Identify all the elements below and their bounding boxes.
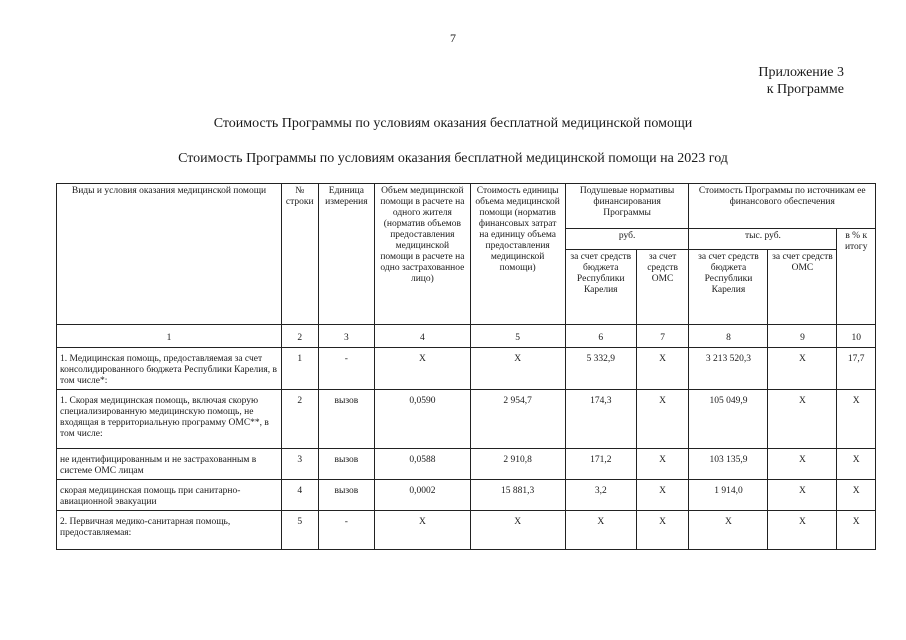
cell: X (689, 511, 768, 550)
row-label: 1. Медицинская помощь, предоставляемая за счет консолидированного бюджета Республики Карелия, в том числе*: (57, 348, 282, 390)
cell: 2 954,7 (470, 390, 565, 449)
cost-table (56, 183, 876, 550)
cell: X (636, 480, 689, 511)
cell: 2 (282, 390, 318, 449)
header-budget-rk: за счет средств бюджета Республики Карелия (565, 250, 636, 325)
appendix-line-2: к Программе (766, 82, 844, 97)
cell: X (636, 348, 689, 390)
table-row (57, 511, 876, 550)
cell: X (636, 511, 689, 550)
cell: - (318, 348, 375, 390)
cell: 3,2 (565, 480, 636, 511)
cell: 0,0590 (375, 390, 470, 449)
header-unit-cost: Стоимость единицы объема медицинской помощи (норматив финансовых затрат на единицу объема предоставления медицинской помощи) (470, 184, 565, 325)
cell: вызов (318, 449, 375, 480)
cell: 0,0588 (375, 449, 470, 480)
header-program-cost: Стоимость Программы по источникам ее финансового обеспечения (689, 184, 876, 229)
table-row (57, 390, 876, 449)
column-number: 8 (689, 325, 768, 348)
header-thous-rub: тыс. руб. (689, 229, 837, 250)
column-number: 5 (470, 325, 565, 348)
row-label: скорая медицинская помощь при санитарно-авиационной эвакуации (57, 480, 282, 511)
column-number: 2 (282, 325, 318, 348)
cell: X (768, 390, 837, 449)
header-oms: за счет средств ОМС (636, 250, 689, 325)
header-rub: руб. (565, 229, 689, 250)
cell: X (768, 511, 837, 550)
cell: 0,0002 (375, 480, 470, 511)
cell: X (636, 390, 689, 449)
column-number: 6 (565, 325, 636, 348)
cell: 5 332,9 (565, 348, 636, 390)
header-kinds: Виды и условия оказания медицинской помощи (57, 184, 282, 325)
cell: X (837, 449, 876, 480)
cell: X (565, 511, 636, 550)
header-row-1 (57, 184, 876, 229)
document-subtitle: Стоимость Программы по условиям оказания бесплатной медицинской помощи на 2023 год (178, 151, 728, 166)
column-number: 4 (375, 325, 470, 348)
cell: 3 (282, 449, 318, 480)
row-label: не идентифицированным и не застрахованным в системе ОМС лицам (57, 449, 282, 480)
cell: X (837, 480, 876, 511)
cell: X (375, 348, 470, 390)
cell: - (318, 511, 375, 550)
document-title: Стоимость Программы по условиям оказания бесплатной медицинской помощи (213, 116, 693, 131)
cell: 103 135,9 (689, 449, 768, 480)
header-unit: Единица измерения (318, 184, 375, 325)
header-row-number: № строки (282, 184, 318, 325)
cell: 15 881,3 (470, 480, 565, 511)
table-row (57, 480, 876, 511)
column-number: 1 (57, 325, 282, 348)
cell: 17,7 (837, 348, 876, 390)
cell: X (375, 511, 470, 550)
column-number: 9 (768, 325, 837, 348)
column-numbers-row (57, 325, 876, 348)
cell: X (768, 480, 837, 511)
cell: 105 049,9 (689, 390, 768, 449)
table-row (57, 449, 876, 480)
cell: X (636, 449, 689, 480)
column-number: 3 (318, 325, 375, 348)
header-volume: Объем медицинской помощи в расчете на одного жителя (норматив объемов предоставления медицинской помощи в расчете на одно застрахованное лицо) (375, 184, 470, 325)
column-number: 10 (837, 325, 876, 348)
row-label: 2. Первичная медико-санитарная помощь, предоставляемая: (57, 511, 282, 550)
cell: 174,3 (565, 390, 636, 449)
cell: 1 (282, 348, 318, 390)
appendix-line-1: Приложение 3 (758, 65, 844, 80)
cell: вызов (318, 390, 375, 449)
header-oms-2: за счет средств ОМС (768, 250, 837, 325)
cell: X (837, 390, 876, 449)
appendix-label (758, 64, 844, 98)
header-per-capita: Подушевые нормативы финансирования Программы (565, 184, 689, 229)
header-percent-total: в % к итогу (837, 229, 876, 325)
cell: X (470, 348, 565, 390)
cell: 2 910,8 (470, 449, 565, 480)
cell: X (768, 348, 837, 390)
column-number: 7 (636, 325, 689, 348)
header-budget-rk-2: за счет средств бюджета Республики Карелия (689, 250, 768, 325)
table-row (57, 348, 876, 390)
cell: 5 (282, 511, 318, 550)
cell: 3 213 520,3 (689, 348, 768, 390)
cell: X (837, 511, 876, 550)
cell: X (768, 449, 837, 480)
cell: 1 914,0 (689, 480, 768, 511)
cell: X (470, 511, 565, 550)
page-number: 7 (450, 31, 456, 45)
cell: 4 (282, 480, 318, 511)
cell: вызов (318, 480, 375, 511)
cell: 171,2 (565, 449, 636, 480)
row-label: 1. Скорая медицинская помощь, включая скорую специализированную медицинскую помощь, не входящая в территориальную программу ОМС**, в том числе: (57, 390, 282, 449)
